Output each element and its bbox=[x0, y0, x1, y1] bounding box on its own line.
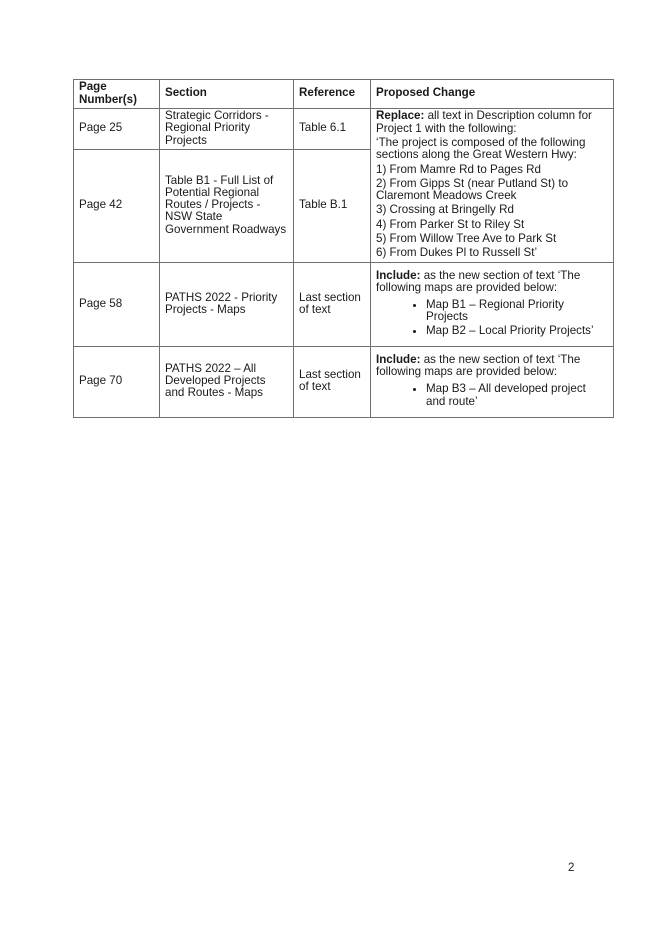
cell-page: Page 42 bbox=[74, 149, 160, 262]
include-instruction bbox=[376, 270, 608, 295]
cell-section: PATHS 2022 - Priority Projects - Maps bbox=[160, 262, 294, 346]
cell-reference: Last section of text bbox=[294, 346, 371, 417]
list-item: 6) From Dukes Pl to Russell St’ bbox=[376, 246, 538, 260]
include-label: Include: bbox=[376, 352, 421, 366]
cell-page: Page 70 bbox=[74, 346, 160, 417]
cell-reference: Table B.1 bbox=[294, 149, 371, 262]
cell-section: Table B1 - Full List of Potential Regional Routes / Projects - NSW State Government Roadways bbox=[160, 149, 294, 262]
list-item: 4) From Parker St to Riley St bbox=[376, 217, 525, 231]
header-section: Section bbox=[160, 80, 294, 109]
header-page-numbers: Page Number(s) bbox=[74, 80, 160, 109]
table-header-row bbox=[74, 80, 614, 109]
replace-instruction bbox=[376, 110, 608, 135]
include-instruction bbox=[376, 354, 608, 379]
list-item: 5) From Willow Tree Ave to Park St bbox=[376, 231, 557, 245]
maps-list bbox=[376, 299, 608, 337]
header-proposed-change: Proposed Change bbox=[371, 80, 614, 109]
list-item: 1) From Mamre Rd to Pages Rd bbox=[376, 162, 541, 176]
replace-text: all text in Description column for Project 1 with the following: bbox=[376, 109, 592, 135]
page-number: 2 bbox=[568, 862, 575, 874]
cell-proposed-change-replace bbox=[371, 109, 614, 263]
cell-proposed-change-include bbox=[371, 262, 614, 346]
maps-list bbox=[376, 383, 608, 408]
cell-section: Strategic Corridors - Regional Priority Projects bbox=[160, 109, 294, 150]
list-item: 3) Crossing at Bringelly Rd bbox=[376, 203, 514, 217]
include-text: as the new section of text ‘The following maps are provided below: bbox=[376, 268, 581, 294]
proposed-changes-table bbox=[73, 79, 614, 418]
list-item: • Map B1 – Regional Priority Projects bbox=[426, 299, 608, 324]
cell-section: PATHS 2022 – All Developed Projects and Routes - Maps bbox=[160, 346, 294, 417]
cell-page: Page 58 bbox=[74, 262, 160, 346]
list-item: • Map B2 – Local Priority Projects’ bbox=[426, 325, 608, 337]
include-label: Include: bbox=[376, 268, 421, 282]
replace-label: Replace: bbox=[376, 109, 425, 123]
cell-page: Page 25 bbox=[74, 109, 160, 150]
table-row bbox=[74, 109, 614, 150]
table-row bbox=[74, 262, 614, 346]
include-text: as the new section of text ‘The following maps are provided below: bbox=[376, 352, 581, 379]
list-item: 2) From Gipps St (near Putland St) to Claremont Meadows Creek bbox=[376, 176, 569, 203]
cell-reference: Table 6.1 bbox=[294, 109, 371, 150]
cell-reference: Last section of text bbox=[294, 262, 371, 346]
header-reference: Reference bbox=[294, 80, 371, 109]
cell-proposed-change-include bbox=[371, 346, 614, 417]
list-item: • Map B3 – All developed project and route’ bbox=[426, 383, 608, 408]
table-row bbox=[74, 346, 614, 417]
replace-intro: ‘The project is composed of the following sections along the Great Western Hwy: bbox=[376, 135, 586, 162]
